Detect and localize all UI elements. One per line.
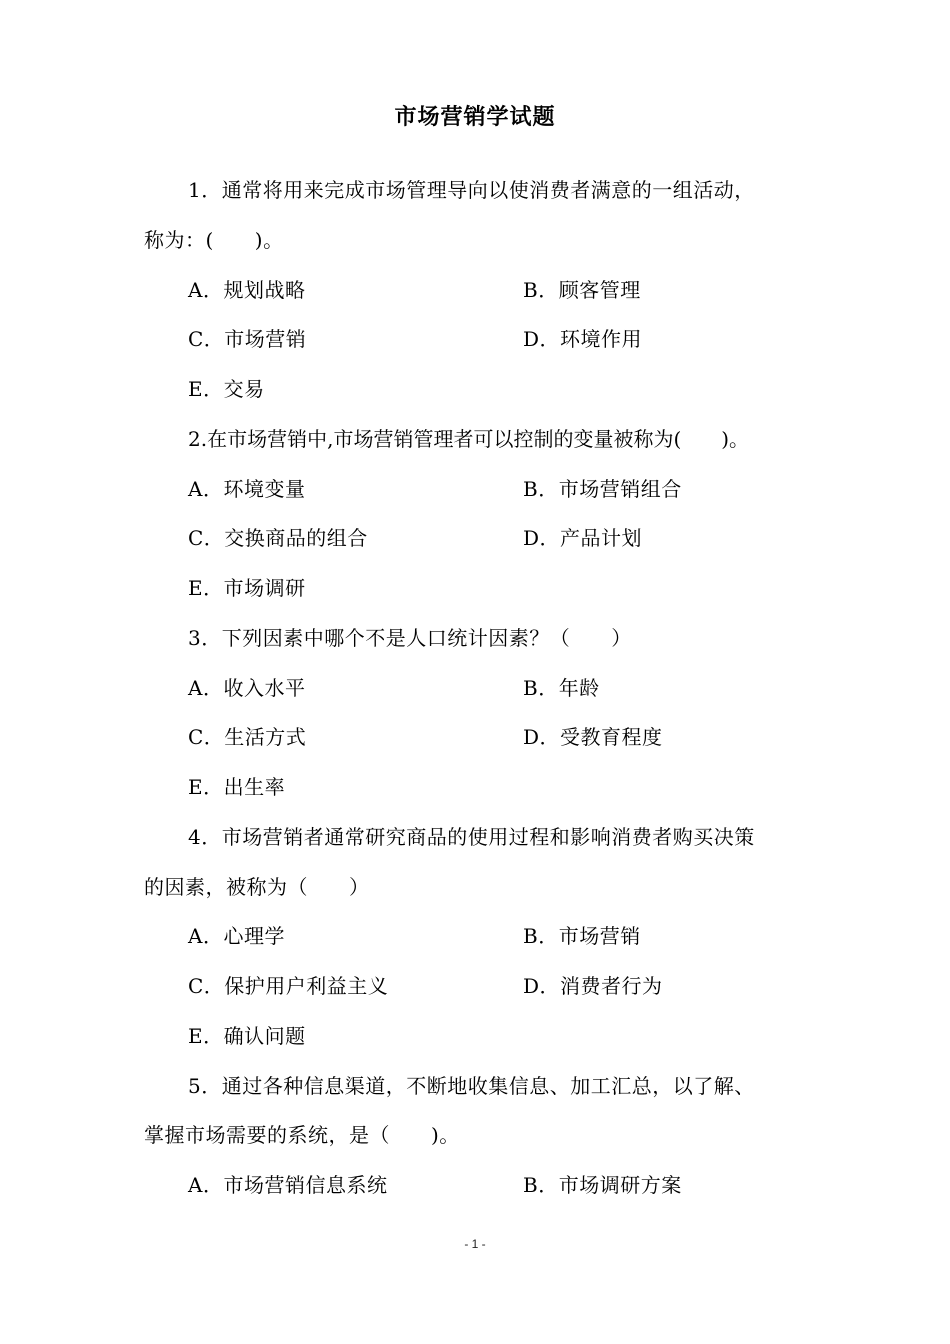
- question-3-option-d: D．受教育程度: [523, 725, 663, 749]
- question-3-text-line-1: 3．下列因素中哪个不是人口统计因素？（ ）: [188, 626, 632, 650]
- question-3-option-a: A．收入水平: [188, 676, 306, 700]
- question-1-option-b: B．顾客管理: [523, 278, 641, 302]
- question-4-text-line-2: 的因素，被称为（ ）: [144, 875, 370, 899]
- question-1-text-line-2: 称为：( )。: [144, 228, 284, 252]
- question-1-option-d: D．环境作用: [523, 327, 643, 351]
- question-4-option-c: C．保护用户利益主义: [188, 974, 389, 998]
- question-1-option-c: C．市场营销: [188, 327, 307, 351]
- document-title: 市场营销学试题: [394, 105, 556, 130]
- question-4-text-line-1: 4．市场营销者通常研究商品的使用过程和影响消费者购买决策: [188, 825, 755, 849]
- question-4-option-d: D．消费者行为: [523, 974, 663, 998]
- question-5-text-line-1: 5．通过各种信息渠道，不断地收集信息、加工汇总，以了解、: [188, 1074, 755, 1098]
- question-2-option-e: E．市场调研: [188, 576, 306, 600]
- question-2-option-b: B．市场营销组合: [523, 477, 682, 501]
- question-4-option-b: B．市场营销: [523, 924, 641, 948]
- question-4-option-e: E．确认问题: [188, 1024, 306, 1048]
- question-2-option-a: A．环境变量: [188, 477, 306, 501]
- question-1-option-e: E．交易: [188, 377, 265, 401]
- question-1-text-line-1: 1．通常将用来完成市场管理导向以使消费者满意的一组活动，: [188, 178, 755, 202]
- question-3-option-b: B．年龄: [523, 676, 600, 700]
- question-5-text-line-2: 掌握市场需要的系统，是（ )。: [144, 1123, 460, 1147]
- question-3-option-c: C．生活方式: [188, 725, 307, 749]
- question-5-option-b: B．市场调研方案: [523, 1173, 682, 1197]
- question-4-option-a: A．心理学: [188, 924, 285, 948]
- question-2-option-c: C．交换商品的组合: [188, 526, 368, 550]
- question-1-option-a: A．规划战略: [188, 278, 306, 302]
- page-number: - 1 -: [464, 1237, 486, 1251]
- question-2-option-d: D．产品计划: [523, 526, 643, 550]
- question-5-option-a: A．市场营销信息系统: [188, 1173, 388, 1197]
- question-3-option-e: E．出生率: [188, 775, 286, 799]
- question-2-text-line-1: 2.在市场营销中,市场营销管理者可以控制的变量被称为( )。: [188, 427, 750, 451]
